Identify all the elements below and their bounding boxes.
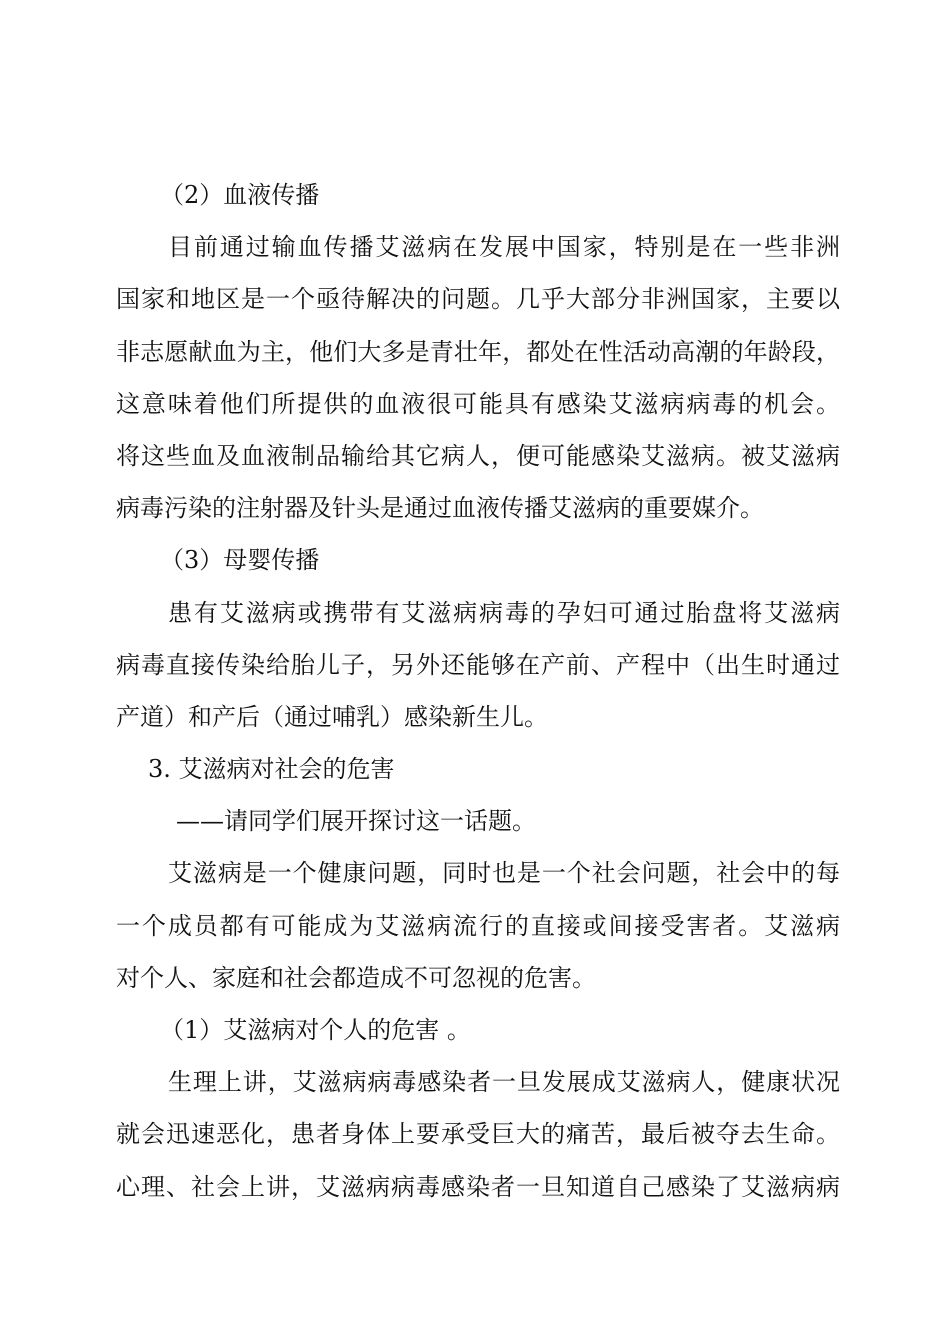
paragraph-line: 艾滋病是一个健康问题，同时也是一个社会问题，社会中的每 — [168, 859, 840, 888]
paragraph-line: 生理上讲，艾滋病病毒感染者一旦发展成艾滋病人，健康状况 — [168, 1068, 840, 1097]
section-heading: （1）艾滋病对个人的危害 。 — [160, 1016, 471, 1044]
paragraph-line: 就会迅速恶化，患者身体上要承受巨大的痛苦，最后被夺去生命。 — [116, 1120, 840, 1149]
section-heading: （3）母婴传播 — [160, 546, 320, 575]
section-heading: （2）血液传播 — [160, 181, 320, 209]
paragraph-line: 病毒污染的注射器及针头是通过血液传播艾滋病的重要媒介。 — [116, 494, 764, 523]
paragraph-line: 这意味着他们所提供的血液很可能具有感染艾滋病病毒的机会。 — [116, 389, 840, 418]
paragraph-line: 将这些血及血液制品输给其它病人，便可能感染艾滋病。被艾滋病 — [116, 441, 840, 470]
section-heading: 3. 艾滋病对社会的危害 — [148, 755, 395, 784]
paragraph-line: 患有艾滋病或携带有艾滋病病毒的孕妇可通过胎盘将艾滋病 — [168, 598, 840, 627]
discussion-prompt: ——请同学们展开探讨这一话题。 — [176, 807, 536, 836]
paragraph-line: 对个人、家庭和社会都造成不可忽视的危害。 — [116, 963, 596, 992]
paragraph-line: 心理、社会上讲，艾滋病病毒感染者一旦知道自己感染了艾滋病病 — [116, 1172, 840, 1201]
document-body — [116, 169, 840, 1213]
paragraph-line: 目前通过输血传播艾滋病在发展中国家，特别是在一些非洲 — [168, 233, 840, 262]
paragraph-line: 国家和地区是一个亟待解决的问题。几乎大部分非洲国家，主要以 — [116, 285, 840, 314]
paragraph-line: 产道）和产后（通过哺乳）感染新生儿。 — [116, 702, 548, 731]
paragraph-line: 一个成员都有可能成为艾滋病流行的直接或间接受害者。艾滋病 — [116, 911, 840, 940]
paragraph-line: 病毒直接传染给胎儿子，另外还能够在产前、产程中（出生时通过 — [116, 650, 840, 679]
paragraph-line: 非志愿献血为主，他们大多是青壮年，都处在性活动高潮的年龄段， — [116, 337, 840, 366]
